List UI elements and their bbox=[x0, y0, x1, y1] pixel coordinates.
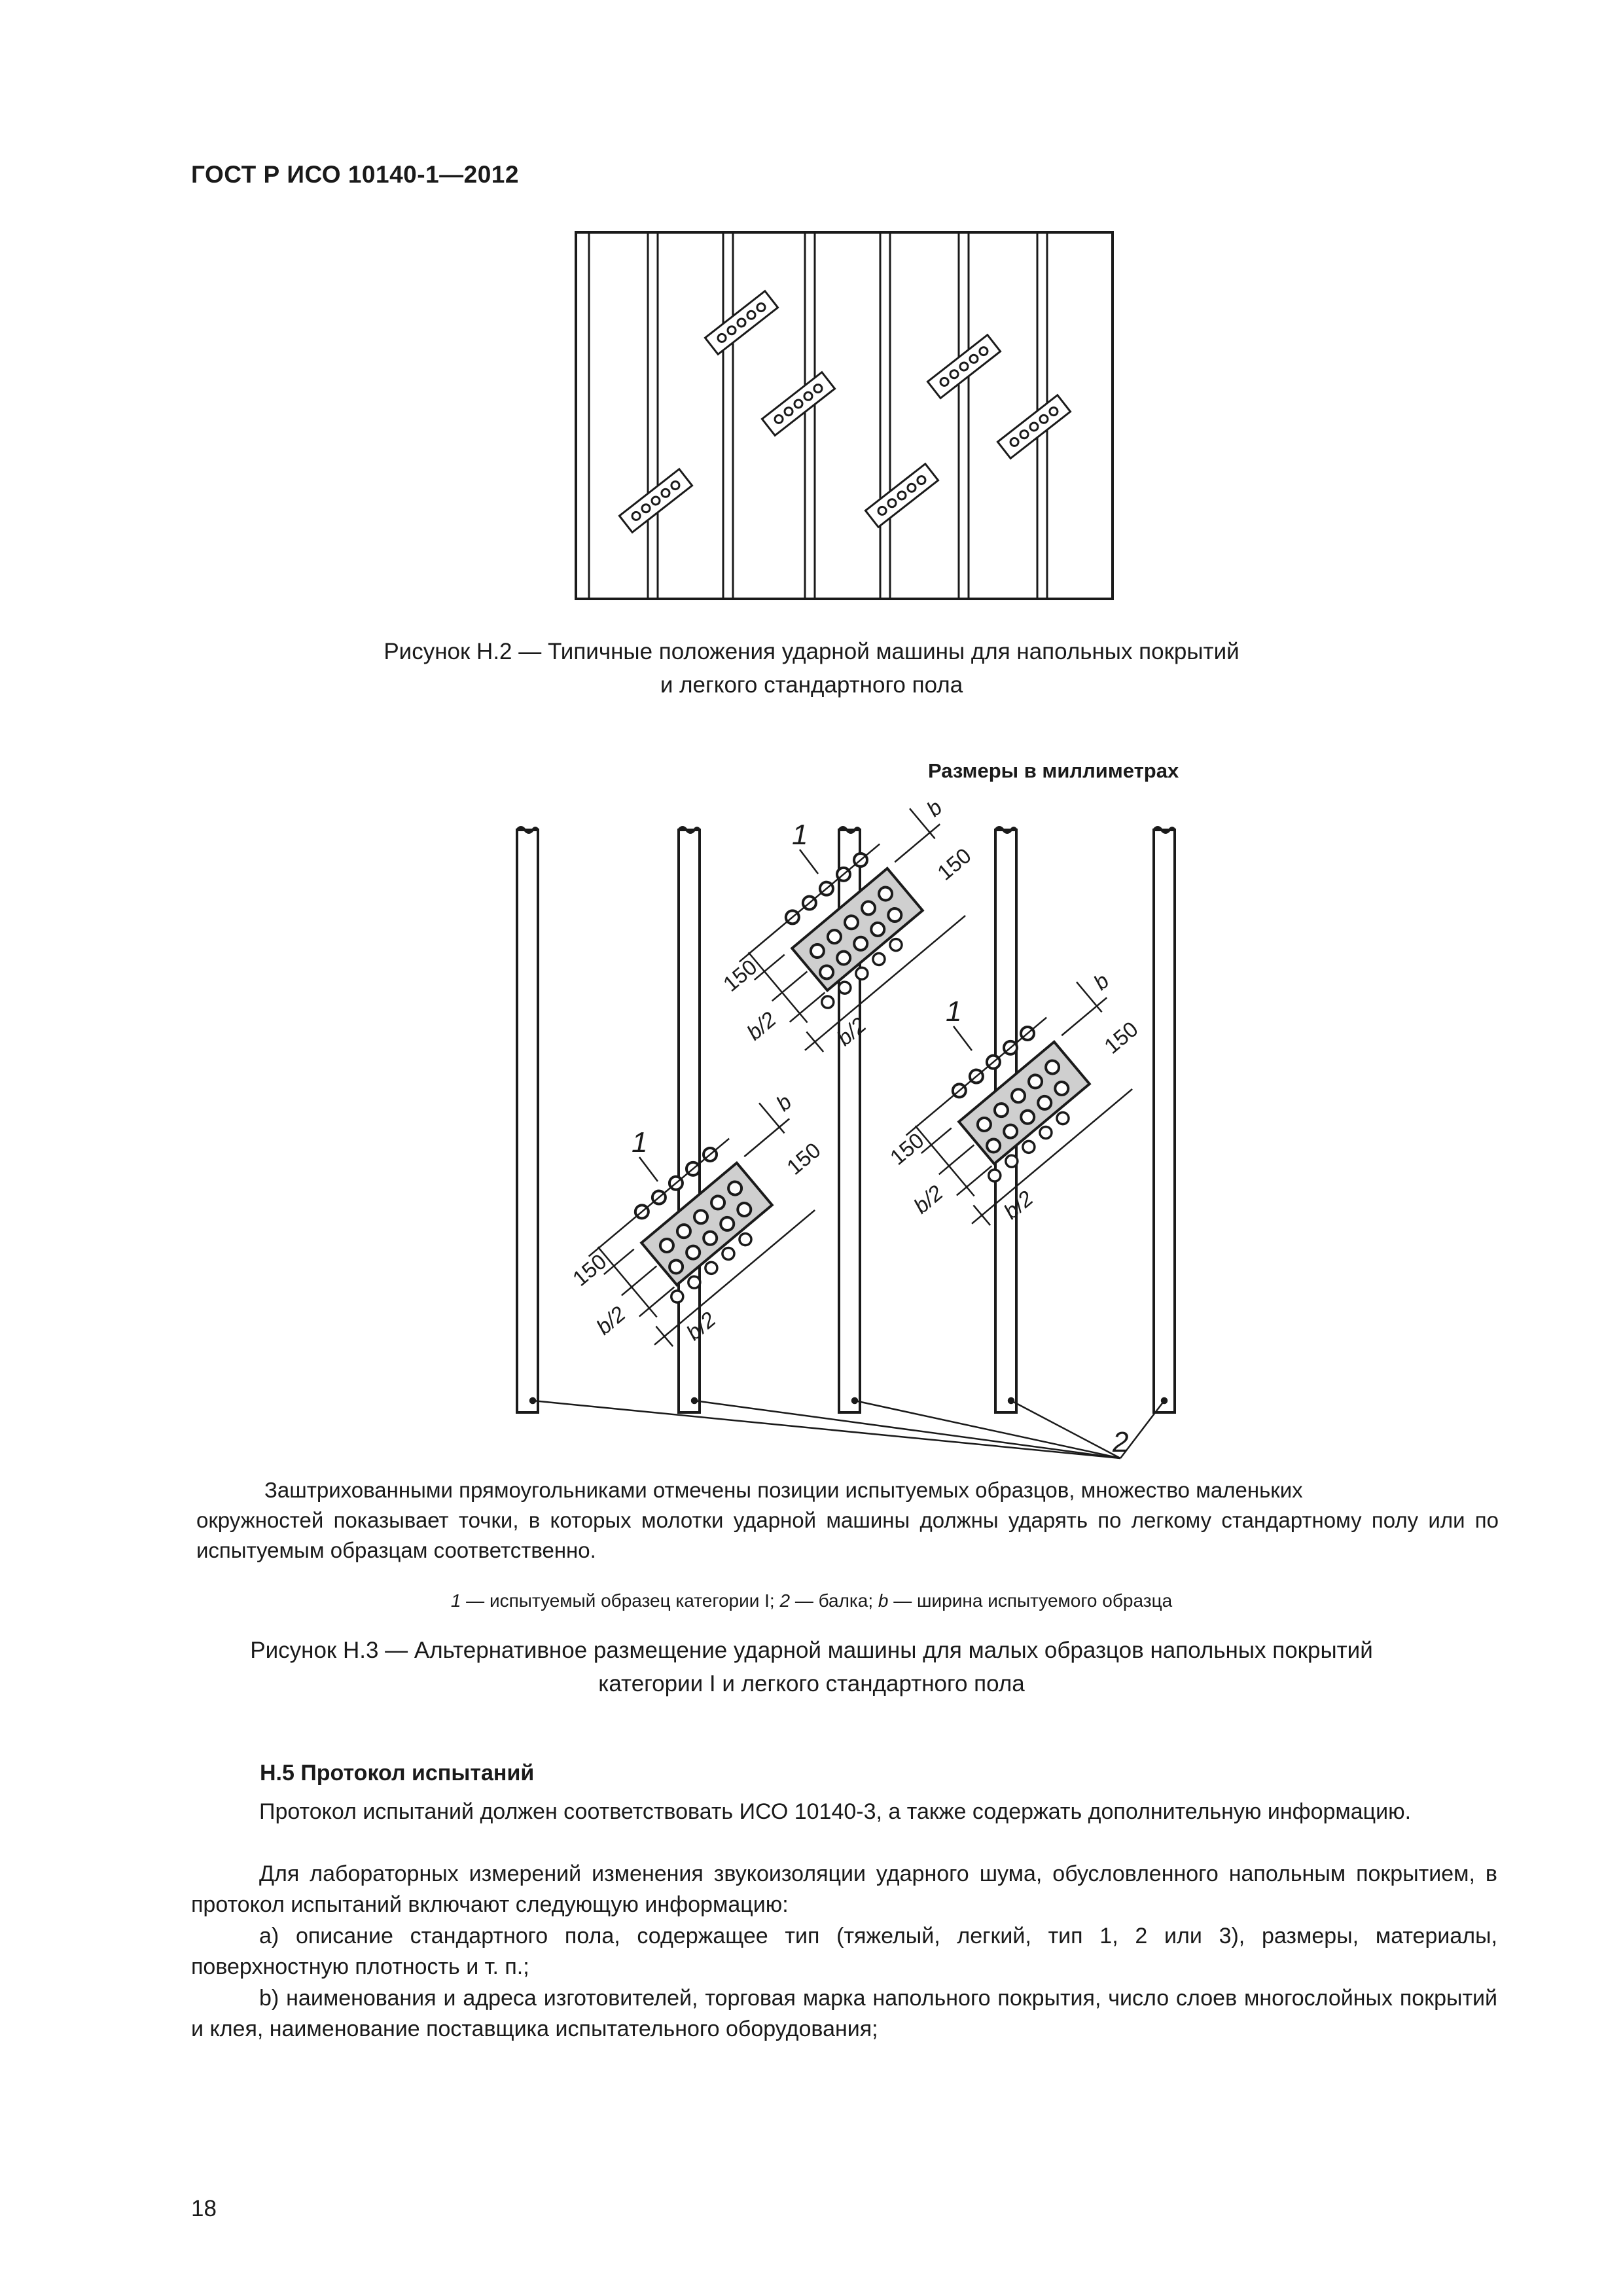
leader-line bbox=[855, 1401, 1120, 1458]
section-heading: Н.5 Протокол испытаний bbox=[260, 1761, 535, 1785]
hammer-point bbox=[986, 1167, 1003, 1183]
dimension-label-150: 150 bbox=[932, 843, 976, 885]
beam bbox=[1154, 830, 1175, 1412]
beam bbox=[517, 830, 538, 1412]
dimension-label-150: 150 bbox=[718, 954, 762, 997]
specimen-assembly bbox=[871, 966, 1189, 1266]
dimensions-note: Размеры в миллиметрах bbox=[928, 759, 1179, 782]
legend-key: 2 bbox=[779, 1590, 791, 1611]
dimension-label-b-half: b/2 bbox=[591, 1301, 630, 1340]
label-beam-2: 2 bbox=[1113, 1426, 1129, 1458]
specimen-assembly bbox=[554, 1087, 872, 1387]
note-line: Заштрихованными прямоугольниками отмечены позиции испытуемых образцов, множество маленьких bbox=[264, 1478, 1303, 1502]
dimension-label-b: b bbox=[1088, 968, 1114, 995]
dimension-label-150: 150 bbox=[781, 1138, 825, 1179]
dimension-label-b: b bbox=[771, 1089, 796, 1116]
document-code-header: ГОСТ Р ИСО 10140-1—2012 bbox=[191, 161, 519, 188]
dimension-label-150: 150 bbox=[885, 1128, 929, 1170]
legend-text: — испытуемый образец категории I; bbox=[461, 1590, 780, 1611]
list-item: b) наименования и адреса изготовителей, торговая марка напольного покрытия, число слоев многослойных покрытий и клея, наименование поставщика испытательного оборудования; bbox=[191, 1986, 1497, 2041]
page-number: 18 bbox=[191, 2196, 217, 2221]
dimension-label-b-half: b/2 bbox=[832, 1012, 871, 1050]
specimen-assembly bbox=[704, 793, 1022, 1092]
leader-dot bbox=[530, 1398, 535, 1403]
figure-h3-caption bbox=[0, 1634, 1623, 1700]
leader-dot bbox=[1008, 1398, 1014, 1403]
figure-h3-note bbox=[196, 1475, 1499, 1566]
dimension-label-150: 150 bbox=[567, 1249, 611, 1291]
dimension-label-b-half: b/2 bbox=[908, 1180, 948, 1219]
label-specimen-1: 1 bbox=[946, 996, 962, 1028]
legend-key: 1 bbox=[450, 1590, 461, 1611]
caption-line: категории I и легкого стандартного пола bbox=[598, 1671, 1025, 1696]
leader-dot bbox=[1162, 1398, 1167, 1403]
paragraph: Для лабораторных измерений изменения звукоизоляции ударного шума, обусловленного напольным покрытием, в протокол испытаний включают следующую информацию: bbox=[191, 1861, 1497, 1917]
label-specimen-1: 1 bbox=[792, 819, 808, 851]
label-specimen-1: 1 bbox=[632, 1126, 648, 1158]
caption-line: и легкого стандартного пола bbox=[660, 672, 963, 698]
hammer-point bbox=[669, 1288, 685, 1304]
dimension-label-b-half: b/2 bbox=[741, 1007, 781, 1045]
leader-dot bbox=[852, 1398, 857, 1403]
dimension-label-b: b bbox=[921, 795, 947, 821]
legend-text: — балка; bbox=[790, 1590, 878, 1611]
figure-h3-legend bbox=[0, 1584, 1623, 1617]
hammer-point bbox=[819, 994, 836, 1010]
paragraph: Протокол испытаний должен соответствовать ИСО 10140-3, а также содержать дополнительную информацию. bbox=[259, 1799, 1412, 1824]
dimension-label-b-half: b/2 bbox=[999, 1185, 1038, 1224]
legend-text: — ширина испытуемого образца bbox=[888, 1590, 1173, 1611]
leader-line bbox=[533, 1401, 1120, 1458]
dimension-label-150: 150 bbox=[1099, 1016, 1143, 1058]
leader-line bbox=[694, 1401, 1120, 1458]
caption-line: Рисунок Н.3 — Альтернативное размещение ударной машины для малых образцов напольных покрытий bbox=[250, 1638, 1373, 1663]
legend-key: b bbox=[878, 1590, 889, 1611]
leader-dot bbox=[692, 1398, 697, 1403]
dimension-label-b-half: b/2 bbox=[681, 1306, 721, 1345]
list-item: а) описание стандартного пола, содержащее тип (тяжелый, легкий, тип 1, 2 или 3), размеры, материалы, поверхностную плотность и т. п.; bbox=[191, 1924, 1497, 1979]
caption-line: Рисунок Н.2 — Типичные положения ударной машины для напольных покрытий bbox=[383, 639, 1240, 664]
note-text: окружностей показывает точки, в которых молотки ударной машины должны ударять по легкому стандартному полу или по испытуемым образцам соответственно. bbox=[196, 1508, 1499, 1562]
